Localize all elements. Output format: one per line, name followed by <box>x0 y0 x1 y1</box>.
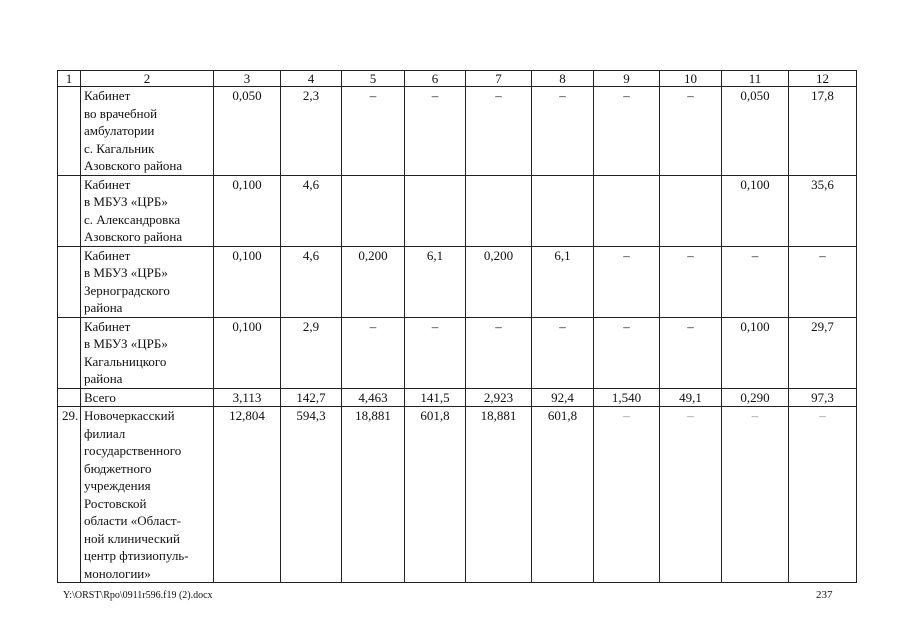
cell-value: 18,881 <box>466 407 532 583</box>
cell-value: 601,8 <box>532 407 594 583</box>
cell-value: 0,100 <box>722 175 789 246</box>
cell-value: 3,113 <box>214 388 281 407</box>
cell-value: 29,7 <box>789 317 857 388</box>
cell-value <box>466 175 532 246</box>
cell-value: – <box>466 87 532 176</box>
column-header: 2 <box>81 71 214 87</box>
cell-value: 2,3 <box>281 87 342 176</box>
cell-value: 6,1 <box>405 246 466 317</box>
row-name: Кабинет в МБУЗ «ЦРБ» Зерноградского района <box>81 246 214 317</box>
cell-value: 4,6 <box>281 246 342 317</box>
cell-value: – <box>594 87 660 176</box>
row-name: Новочеркасский филиал государственного бюджетного учреждения Ростовской области «Област- ной клинический центр фтизиопуль- монологии» <box>81 407 214 583</box>
cell-value: – <box>660 317 722 388</box>
cell-value: 0,100 <box>214 246 281 317</box>
column-header: 1 <box>58 71 81 87</box>
row-number: 29. <box>58 407 81 583</box>
cell-value: – <box>789 407 857 583</box>
column-header: 4 <box>281 71 342 87</box>
cell-value: 601,8 <box>405 407 466 583</box>
table-row <box>58 246 857 317</box>
column-header: 5 <box>342 71 405 87</box>
cell-value: – <box>594 317 660 388</box>
page-number: 237 <box>816 589 833 601</box>
row-number <box>58 175 81 246</box>
table-row <box>58 317 857 388</box>
cell-value: – <box>342 317 405 388</box>
column-header: 3 <box>214 71 281 87</box>
cell-value <box>532 175 594 246</box>
cell-value: 594,3 <box>281 407 342 583</box>
cell-value: 12,804 <box>214 407 281 583</box>
cell-value <box>342 175 405 246</box>
cell-value: 97,3 <box>789 388 857 407</box>
cell-value: – <box>660 246 722 317</box>
row-name: Кабинет в МБУЗ «ЦРБ» с. Александровка Азовского района <box>81 175 214 246</box>
document-path: Y:\ORST\Rpo\0911r596.f19 (2).docx <box>63 590 213 601</box>
cell-value: – <box>532 87 594 176</box>
table-row <box>58 388 857 407</box>
cell-value: 92,4 <box>532 388 594 407</box>
cell-value: 35,6 <box>789 175 857 246</box>
cell-value: 142,7 <box>281 388 342 407</box>
column-header: 7 <box>466 71 532 87</box>
cell-value: 6,1 <box>532 246 594 317</box>
column-header: 6 <box>405 71 466 87</box>
cell-value: 0,200 <box>342 246 405 317</box>
cell-value: 2,923 <box>466 388 532 407</box>
cell-value: 4,6 <box>281 175 342 246</box>
cell-value: 0,100 <box>214 175 281 246</box>
data-table <box>57 70 857 583</box>
cell-value <box>660 175 722 246</box>
cell-value: 4,463 <box>342 388 405 407</box>
cell-value: 17,8 <box>789 87 857 176</box>
cell-value: – <box>660 87 722 176</box>
row-number <box>58 388 81 407</box>
cell-value: 0,050 <box>722 87 789 176</box>
cell-value: – <box>660 407 722 583</box>
cell-value: 0,100 <box>722 317 789 388</box>
cell-value <box>405 175 466 246</box>
cell-value: – <box>722 246 789 317</box>
row-name: Кабинет во врачебной амбулатории с. Кагальник Азовского района <box>81 87 214 176</box>
row-number <box>58 87 81 176</box>
cell-value: 0,290 <box>722 388 789 407</box>
table-header-row <box>58 71 857 87</box>
cell-value: – <box>594 246 660 317</box>
column-header: 11 <box>722 71 789 87</box>
cell-value: 0,200 <box>466 246 532 317</box>
cell-value <box>594 175 660 246</box>
cell-value: 0,100 <box>214 317 281 388</box>
cell-value: – <box>532 317 594 388</box>
cell-value: – <box>405 317 466 388</box>
cell-value: 141,5 <box>405 388 466 407</box>
cell-value: 18,881 <box>342 407 405 583</box>
table-row <box>58 175 857 246</box>
cell-value: – <box>594 407 660 583</box>
cell-value: – <box>405 87 466 176</box>
cell-value: – <box>342 87 405 176</box>
row-number <box>58 317 81 388</box>
cell-value: – <box>466 317 532 388</box>
row-name: Всего <box>81 388 214 407</box>
row-number <box>58 246 81 317</box>
cell-value: 0,050 <box>214 87 281 176</box>
cell-value: 49,1 <box>660 388 722 407</box>
cell-value: 1,540 <box>594 388 660 407</box>
cell-value: – <box>789 246 857 317</box>
table-row <box>58 407 857 583</box>
table-row <box>58 87 857 176</box>
cell-value: 2,9 <box>281 317 342 388</box>
column-header: 10 <box>660 71 722 87</box>
row-name: Кабинет в МБУЗ «ЦРБ» Кагальницкого района <box>81 317 214 388</box>
column-header: 8 <box>532 71 594 87</box>
column-header: 12 <box>789 71 857 87</box>
cell-value: – <box>722 407 789 583</box>
column-header: 9 <box>594 71 660 87</box>
